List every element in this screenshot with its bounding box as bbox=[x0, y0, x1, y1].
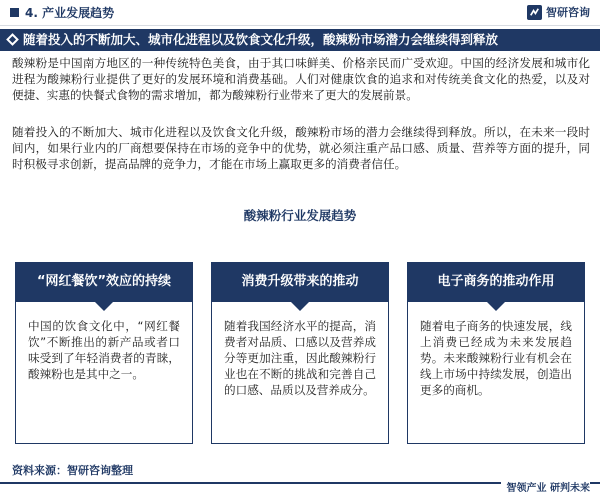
banner-text: 随着投入的不断加大、城市化进程以及饮食文化升级，酸辣粉市场潜力会继续得到释放 bbox=[23, 32, 499, 47]
card-1-body: 中国的饮食文化中，“网红餐饮”不断推出的新产品或者口味受到了年轻消费者的青睐，酸辣粉也是其中之一。 bbox=[15, 302, 193, 444]
section-title-text: 4. 产业发展趋势 bbox=[25, 6, 115, 20]
footer-slogan: 智领产业 研判未来 bbox=[501, 479, 590, 494]
source-note: 资料来源：智研咨询整理 bbox=[12, 464, 133, 477]
card-1-title: “网红餐饮”效应的持续 bbox=[15, 262, 193, 302]
card-2-body: 随着我国经济水平的提高，消费者对品质、口感以及营养成分等更加注重，因此酸辣粉行业也在不断的挑战和完善自己的口感、品质以及营养成分。 bbox=[211, 302, 389, 444]
brand-name: 智研咨询 bbox=[546, 6, 590, 19]
top-bar bbox=[0, 0, 600, 26]
brand-logo-icon bbox=[527, 5, 542, 20]
paragraph-1: 酸辣粉是中国南方地区的一种传统特色美食，由于其口味鲜美、价格亲民而广受欢迎。中国的经济发展和城市化进程为酸辣粉行业提供了更好的发展环境和消费基础。人们对健康饮食的追求和对传统美食文化的热爱，以及对便捷、实惠的快餐式食物的需求增加，都为酸辣粉行业带来了更大的发展前景。 bbox=[12, 56, 590, 102]
card-3-body: 随着电子商务的快速发展，线上消费已经成为未来发展趋势。未来酸辣粉行业有机会在线上市场中持续发展，创造出更多的商机。 bbox=[407, 302, 585, 444]
headline-banner bbox=[0, 29, 600, 51]
diamond-icon bbox=[6, 33, 19, 46]
card-2-title: 消费升级带来的推动 bbox=[211, 262, 389, 302]
section-title bbox=[10, 4, 114, 21]
brand bbox=[527, 4, 590, 20]
card-3-title: 电子商务的推动作用 bbox=[407, 262, 585, 302]
paragraph-2: 随着投入的不断加大、城市化进程以及饮食文化升级，酸辣粉市场的潜力会继续得到释放。所以，在未来一段时间内，如果行业内的厂商想要保持在市场的竞争中的优势，就必须注重产品口感、质量、营养等方面的提升，同时积极寻求创新，提高品牌的竞争力，才能在市场上赢取更多的消费者信任。 bbox=[12, 125, 590, 171]
square-bullet-icon bbox=[10, 8, 19, 17]
trends-title: 酸辣粉行业发展趋势 bbox=[243, 208, 357, 223]
